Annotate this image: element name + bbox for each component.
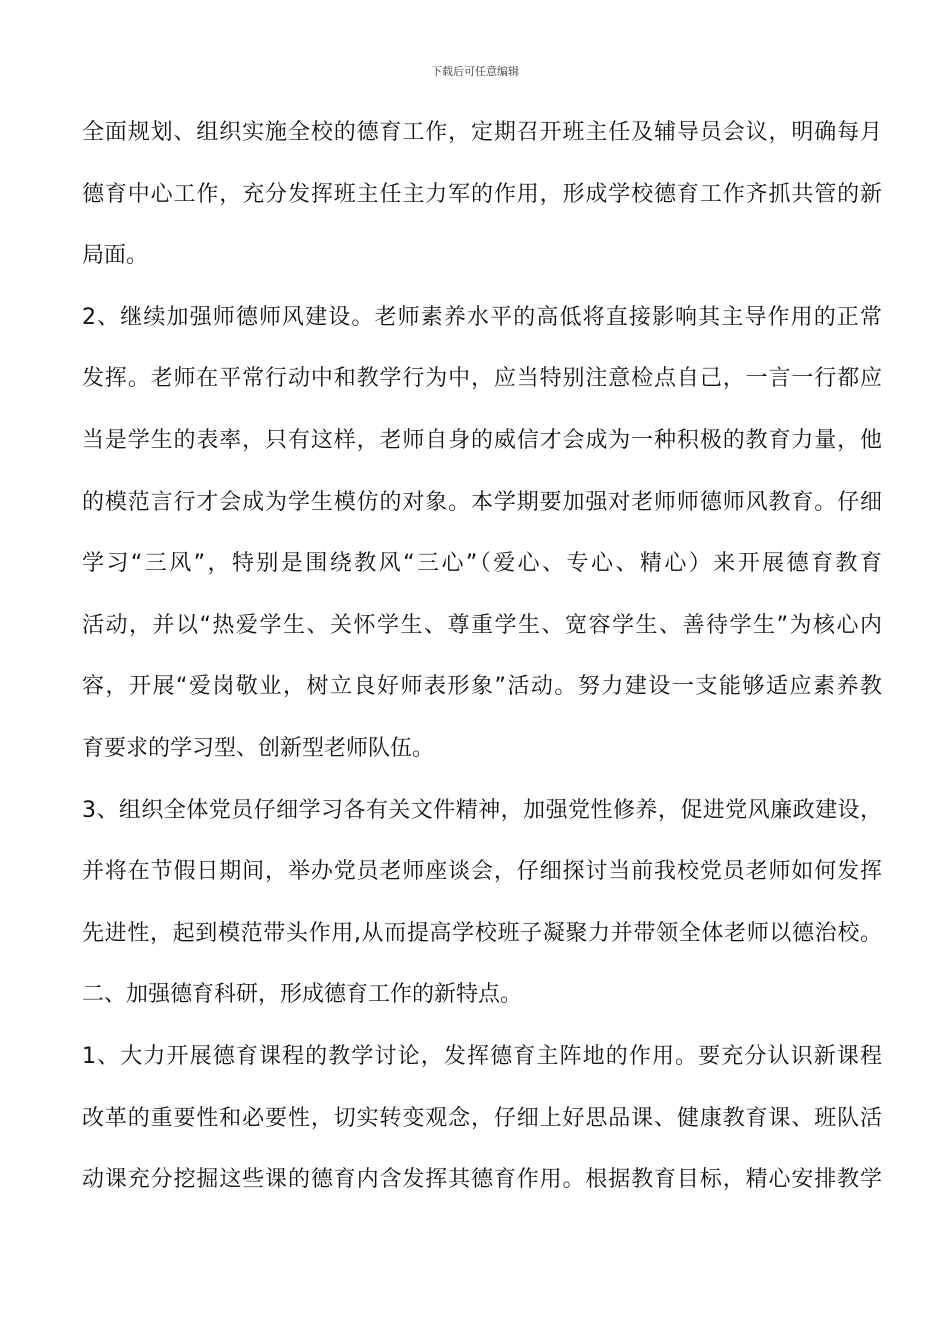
text-line: 局面。 [82, 243, 149, 269]
text-line: 并将在节假日期间，举办党员老师座谈会，仔细探讨当前我校党员老师如何发挥 [82, 859, 882, 885]
text-line: 发挥。老师在平常行动中和教学行为中，应当特别注意检点自己，一言一行都应 [82, 366, 882, 392]
page-header-note: 下载后可任意编辑 [431, 65, 519, 78]
text-line: 改革的重要性和必要性，切实转变观念，仔细上好思品课、健康教育课、班队活 [82, 1105, 882, 1131]
text-line: 2、继续加强师德师风建设。老师素养水平的高低将直接影响其主导作用的正常 [82, 304, 882, 330]
text-line: 的模范言行才会成为学生模仿的对象。本学期要加强对老师师德师风教育。仔细 [82, 489, 882, 515]
text-line: 容，开展“爱岗敬业，树立良好师表形象”活动。努力建设一支能够适应素养教 [82, 674, 882, 700]
text-line: 学习“三风”，特别是围绕教风“三心”（爱心、专心、精心）来开展德育教育 [82, 551, 882, 577]
document-body [82, 118, 882, 1196]
text-line: 先进性，起到模范带头作用,从而提高学校班子凝聚力并带领全体老师以德治校。 [82, 920, 882, 946]
text-line: 育要求的学习型、创新型老师队伍。 [82, 735, 435, 761]
text-line: 1、大力开展德育课程的教学讨论，发挥德育主阵地的作用。要充分认识新课程 [82, 1043, 882, 1069]
text-line: 全面规划、组织实施全校的德育工作，定期召开班主任及辅导员会议，明确每月 [82, 120, 882, 145]
text-line: 3、组织全体党员仔细学习各有关文件精神，加强党性修养，促进党风廉政建设， [82, 797, 882, 823]
text-line: 德育中心工作，充分发挥班主任主力军的作用，形成学校德育工作齐抓共管的新 [82, 181, 882, 207]
text-line: 活动，并以“热爱学生、关怀学生、尊重学生、宽容学生、善待学生”为核心内 [82, 612, 882, 638]
text-line: 当是学生的表率，只有这样，老师自身的威信才会成为一种积极的教育力量，他 [82, 427, 882, 453]
text-line: 二、加强德育科研，形成德育工作的新特点。 [82, 982, 523, 1008]
text-line: 动课充分挖掘这些课的德育内含发挥其德育作用。根据教育目标，精心安排教学 [82, 1167, 882, 1193]
